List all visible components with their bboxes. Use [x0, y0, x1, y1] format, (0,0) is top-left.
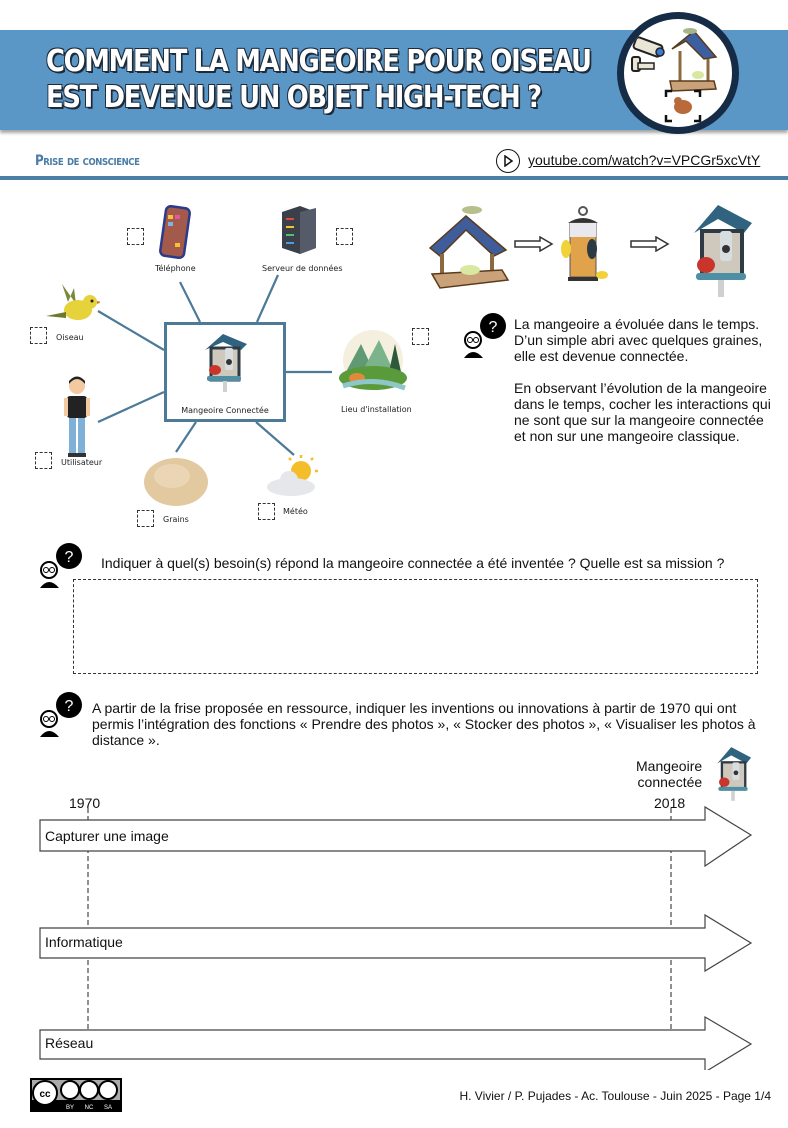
center-node-label: Mangeoire Connectée: [181, 406, 269, 415]
timeline-row-label: Informatique: [45, 934, 123, 950]
bird-icon: [44, 280, 100, 328]
checkbox-serveur[interactable]: [336, 228, 353, 245]
svg-text:?: ?: [64, 698, 74, 715]
checkbox-lieu[interactable]: [412, 328, 429, 345]
landscape-icon: [333, 330, 413, 396]
connected-feeder-icon: [201, 330, 251, 392]
svg-text:?: ?: [64, 549, 74, 566]
connected-feeder-icon: [712, 746, 754, 802]
center-node-connected-feeder: [164, 322, 286, 422]
checkbox-oiseau[interactable]: [30, 327, 47, 344]
seeds-icon: [142, 452, 210, 508]
connected-feeder-icon: [688, 203, 754, 299]
title-line-1: COMMENT LA MANGEOIRE POUR OISEAU: [46, 44, 591, 79]
node-label-meteo: Météo: [283, 507, 308, 516]
timeline-row-label: Capturer une image: [45, 828, 169, 844]
svg-text:?: ?: [488, 319, 498, 336]
node-label-serveur: Serveur de données: [262, 264, 343, 273]
svg-text:SA: SA: [103, 1105, 113, 1111]
question-2-text: A partir de la frise proposée en ressource, indiquer les inventions ou innovations à partir de 1970 qui ont permis l’intégration des fonctions « Prendre des photos », « Stocker des photos », « Visualiser les photos à distance ».: [92, 700, 756, 748]
cc-license-icon: [30, 1078, 122, 1112]
tube-feeder-icon: [558, 205, 608, 287]
node-label-grains: Grains: [163, 515, 189, 524]
weather-icon: [265, 453, 321, 499]
video-link[interactable]: youtube.com/watch?v=VPCGr5xcVtY: [528, 152, 761, 168]
evolution-instruction: En observant l’évolution de la mangeoire dans le temps, cocher les interactions qui ne sont que sur la mangeoire connectée et non sur une mangeoire classique.: [514, 380, 771, 444]
diagram-connectors: [0, 0, 788, 540]
end-label-line-1: Mangeoire: [636, 758, 703, 774]
teacher-question-icon: [461, 312, 509, 360]
smartphone-icon: [157, 205, 193, 260]
title-line-2: EST DEVENUE UN OBJET HIGH-TECH ?: [46, 80, 541, 115]
node-label-oiseau: Oiseau: [56, 333, 84, 342]
arrow-right-icon: [514, 236, 554, 252]
question-1-answer-box[interactable]: [73, 579, 758, 674]
svg-text:NC: NC: [84, 1105, 94, 1111]
timeline-end-label: [636, 758, 702, 790]
timeline-row-label: Réseau: [45, 1035, 94, 1051]
timeline-start-year: 1970: [69, 795, 101, 811]
server-icon: [278, 204, 320, 256]
arrow-right-icon: [630, 236, 670, 252]
end-label-line-2: connectée: [637, 774, 703, 790]
section-title: Prise de conscience: [35, 153, 140, 169]
node-label-telephone: Téléphone: [155, 264, 196, 273]
footer-credits: H. Vivier / P. Pujades - Ac. Toulouse - Juin 2025 - Page 1/4: [459, 1089, 771, 1103]
checkbox-grains[interactable]: [137, 510, 154, 527]
node-label-lieu: Lieu d'installation: [341, 405, 412, 414]
user-icon: [62, 376, 92, 458]
classic-feeder-icon: [428, 204, 510, 290]
evolution-intro: La mangeoire a évoluée dans le temps. D’un simple abri avec quelques graines, elle est devenue connectée.: [514, 316, 763, 364]
node-label-utilisateur: Utilisateur: [61, 458, 103, 467]
timeline-end-year: 2018: [654, 795, 686, 811]
checkbox-meteo[interactable]: [258, 503, 275, 520]
question-1-text: Indiquer à quel(s) besoin(s) répond la mangeoire connectée a été inventée ? Quelle est sa mission ?: [101, 555, 725, 571]
teacher-question-icon: [37, 691, 85, 739]
svg-text:BY: BY: [65, 1105, 75, 1111]
svg-text:cc: cc: [39, 1089, 51, 1100]
checkbox-utilisateur[interactable]: [35, 452, 52, 469]
checkbox-telephone[interactable]: [127, 228, 144, 245]
